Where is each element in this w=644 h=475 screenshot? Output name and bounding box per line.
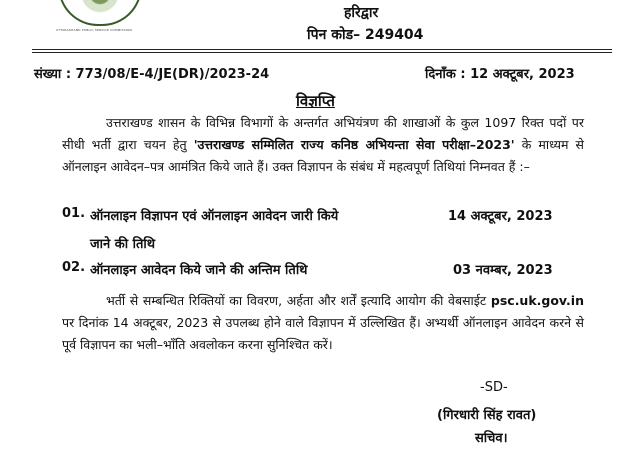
date-row-application-last bbox=[62, 260, 582, 280]
header-divider bbox=[32, 49, 612, 50]
website-link[interactable]: psc.uk.gov.in bbox=[490, 293, 584, 308]
exam-name: 'उत्तराखण्ड सम्मिलित राज्य कनिष्ठ अभियन्ता सेवा परीक्षा–2023' bbox=[193, 137, 515, 152]
signature-sd: -SD- bbox=[480, 380, 508, 395]
logo-caption: UTTARAKHAND PUBLIC SERVICE COMMISSION bbox=[56, 28, 132, 32]
header-divider-secondary bbox=[32, 52, 612, 53]
header-city: हरिद्वार bbox=[344, 5, 379, 21]
signatory-designation: सचिव। bbox=[475, 431, 508, 446]
page-title: विज्ञप्ति bbox=[296, 92, 335, 110]
date-row-value: 14 अक्टूबर, 2023 bbox=[448, 209, 553, 224]
notice-paragraph bbox=[62, 290, 584, 356]
intro-paragraph bbox=[62, 112, 584, 178]
date-row-number: 02. bbox=[62, 260, 86, 275]
date-row-number: 01. bbox=[62, 206, 86, 221]
intro-text-part2: के माध्यम से ऑनलाइन आवेदन–पत्र आमंत्रित किये जाते हैं। उक्त विज्ञापन के संबंध में महत्वपूर्ण तिथियां निम्नवत हैं :– bbox=[62, 137, 584, 174]
date-row-label: ऑनलाइन आवेदन किये जाने की अन्तिम तिथि bbox=[90, 263, 308, 278]
notice-text-part1: भर्ती से सम्बन्धित रिक्तियों का विवरण, अर्हता और शर्तें इत्यादि आयोग की वेबसाईट bbox=[106, 293, 491, 308]
notice-date: दिनाँक : 12 अक्टूबर, 2023 bbox=[425, 67, 575, 82]
date-row-value: 03 नवम्बर, 2023 bbox=[453, 263, 553, 278]
date-row-application-start bbox=[62, 206, 582, 226]
notice-text-part2: पर दिनांक 14 अक्टूबर, 2023 से उपलब्ध होने वाले विज्ञापन में उल्लिखित हैं। अभ्यर्थी ऑनलाइन आवेदन करने से पूर्व विज्ञापन का भली–भाँति अवलोकन करना सुनिश्चित करें। bbox=[62, 315, 584, 352]
date-row-label: ऑनलाइन विज्ञापन एवं ऑनलाइन आवेदन जारी किये bbox=[90, 209, 339, 224]
intro-text-part1: उत्तराखण्ड शासन के विभिन्न विभागों के अन्तर्गत अभियंत्रण की शाखाओं के कुल 1097 रिक्त पदों पर सीधी भर्ती द्वारा चयन हेतु bbox=[62, 115, 584, 152]
header-pin-code: पिन कोड– 249404 bbox=[307, 27, 424, 43]
reference-number: संख्या : 773/08/E-4/JE(DR)/2023-24 bbox=[34, 67, 270, 82]
signatory-name: (गिरधारी सिंह रावत) bbox=[437, 408, 537, 423]
date-row-label-continued: जाने की तिथि bbox=[90, 237, 156, 252]
commission-logo bbox=[58, 0, 142, 26]
